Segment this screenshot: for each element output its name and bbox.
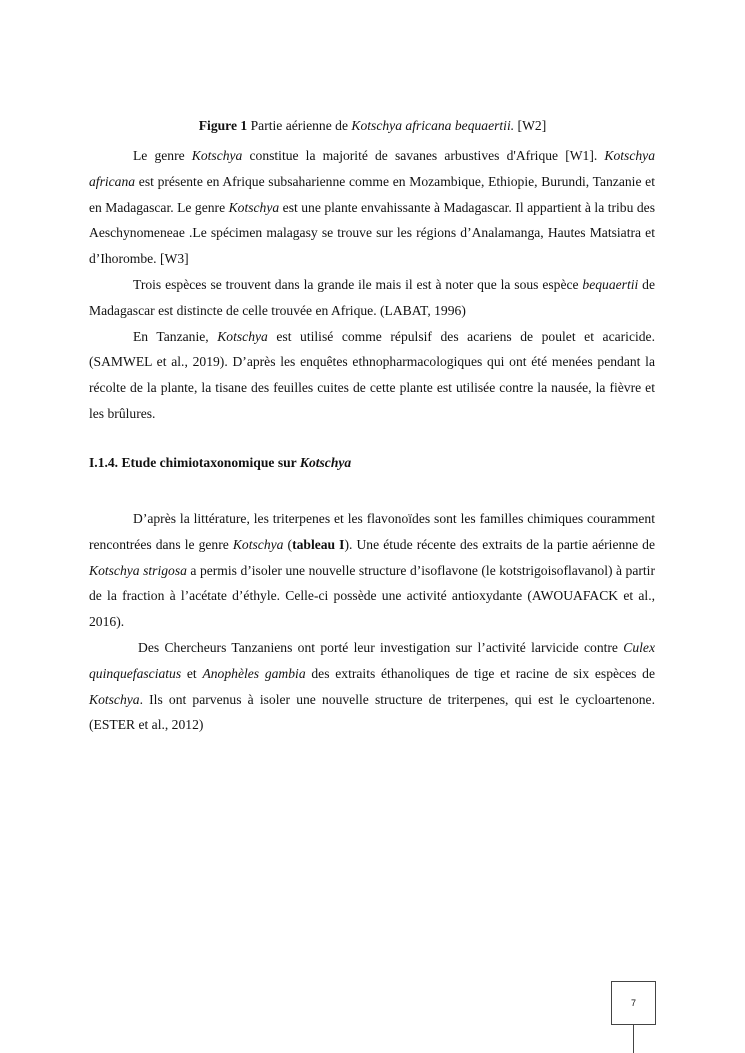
species-name: Culex quinquefasciatus bbox=[89, 639, 655, 681]
section-heading bbox=[89, 455, 351, 471]
page-number-box bbox=[611, 981, 656, 1025]
figure-label: Figure 1 bbox=[198, 118, 248, 133]
para5-text-3: des extraits éthanoliques de tige et racine de six espèces de bbox=[311, 665, 655, 681]
species-name: Kotschya strigosa bbox=[89, 562, 187, 578]
para5-text-1: Des Chercheurs Tanzaniens ont porté leur investigation sur l’activité larvicide contre bbox=[138, 639, 618, 655]
species-name: Kotschya africana bbox=[89, 148, 656, 189]
paragraph-genre bbox=[89, 143, 655, 272]
genus-name: Kotschya bbox=[89, 691, 140, 707]
para1-text-4: est une plante envahissante à Madagascar. Il appartient à la tribu des Aeschynomeneae .Le spécimen malagasy se trouve sur les régions d’Analamanga, Hautes Matsiatra et d’Ihorombe. [W3] bbox=[89, 199, 655, 267]
body-section-1 bbox=[89, 143, 655, 427]
body-section-2 bbox=[89, 506, 655, 738]
paragraph-chercheurs bbox=[89, 635, 655, 738]
heading-text: I.1.4. Etude chimiotaxonomique sur bbox=[89, 455, 297, 470]
genus-name: Kotschya bbox=[232, 536, 284, 552]
figure-species: Kotschya africana bequaertii. bbox=[351, 118, 515, 133]
para2-text-2: de Madagascar est distincte de celle trouvée en Afrique. (LABAT, 1996) bbox=[89, 276, 656, 318]
subspecies-name: bequaertii bbox=[582, 276, 639, 292]
table-reference: tableau I bbox=[292, 536, 345, 552]
figure-ref: [W2] bbox=[517, 118, 547, 133]
figure-caption-text: Partie aérienne de bbox=[250, 118, 348, 133]
para4-text-4: a permis d’isoler une nouvelle structure d’isoflavone (le kotstrigoisoflavanol) à partir de la fraction à l’acétate d’éthyle. Celle-ci possède une activité antioxydante (AWOUAFACK et al., 2016). bbox=[89, 562, 655, 630]
para3-text-1: En Tanzanie, bbox=[133, 328, 209, 344]
species-name: Anophèles gambia bbox=[202, 665, 306, 681]
para1-text-2: constitue la majorité de savanes arbustives d'Afrique [W1]. bbox=[249, 148, 598, 163]
page-number: 7 bbox=[630, 998, 636, 1008]
genus-name: Kotschya bbox=[228, 199, 280, 215]
figure-caption bbox=[0, 116, 745, 136]
paragraph-especes bbox=[89, 272, 655, 324]
para2-text-1: Trois espèces se trouvent dans la grande ile mais il est à noter que la sous espèce bbox=[133, 276, 579, 292]
para4-text-2: ( bbox=[287, 536, 293, 552]
genus-name: Kotschya bbox=[217, 328, 268, 344]
paragraph-tanzanie bbox=[89, 324, 655, 427]
para5-text-4: . Ils ont parvenus à isoler une nouvelle structure de triterpenes, qui est le cycloartenone. (ESTER et al., 2012) bbox=[89, 691, 655, 733]
para1-text-1: Le genre bbox=[133, 148, 185, 163]
para3-text-2: est utilisé comme répulsif des acariens de poulet et acaricide. (SAMWEL et al., 2019). D’après les enquêtes ethnopharmacologiques qui ont été menées pendant la récolte de la plante, la tisane des feuilles cuites de cette plante est utilisée contre la nausée, la fièvre et les brûlures. bbox=[89, 328, 655, 421]
genus-name: Kotschya bbox=[191, 148, 243, 163]
para4-text-3: ). Une étude récente des extraits de la partie aérienne de bbox=[344, 536, 656, 552]
page-number-rule bbox=[633, 1024, 634, 1053]
para4-text-1: D’après la littérature, les triterpenes et les flavonoïdes sont les familles chimiques couramment rencontrées dans le genre bbox=[89, 511, 655, 552]
paragraph-litterature bbox=[89, 506, 655, 635]
para1-text-3: est présente en Afrique subsaharienne comme en Mozambique, Ethiopie, Burundi, Tanzanie et en Madagascar. Le genre bbox=[89, 173, 655, 215]
heading-genus: Kotschya bbox=[299, 455, 352, 470]
para5-text-2: et bbox=[186, 665, 197, 681]
